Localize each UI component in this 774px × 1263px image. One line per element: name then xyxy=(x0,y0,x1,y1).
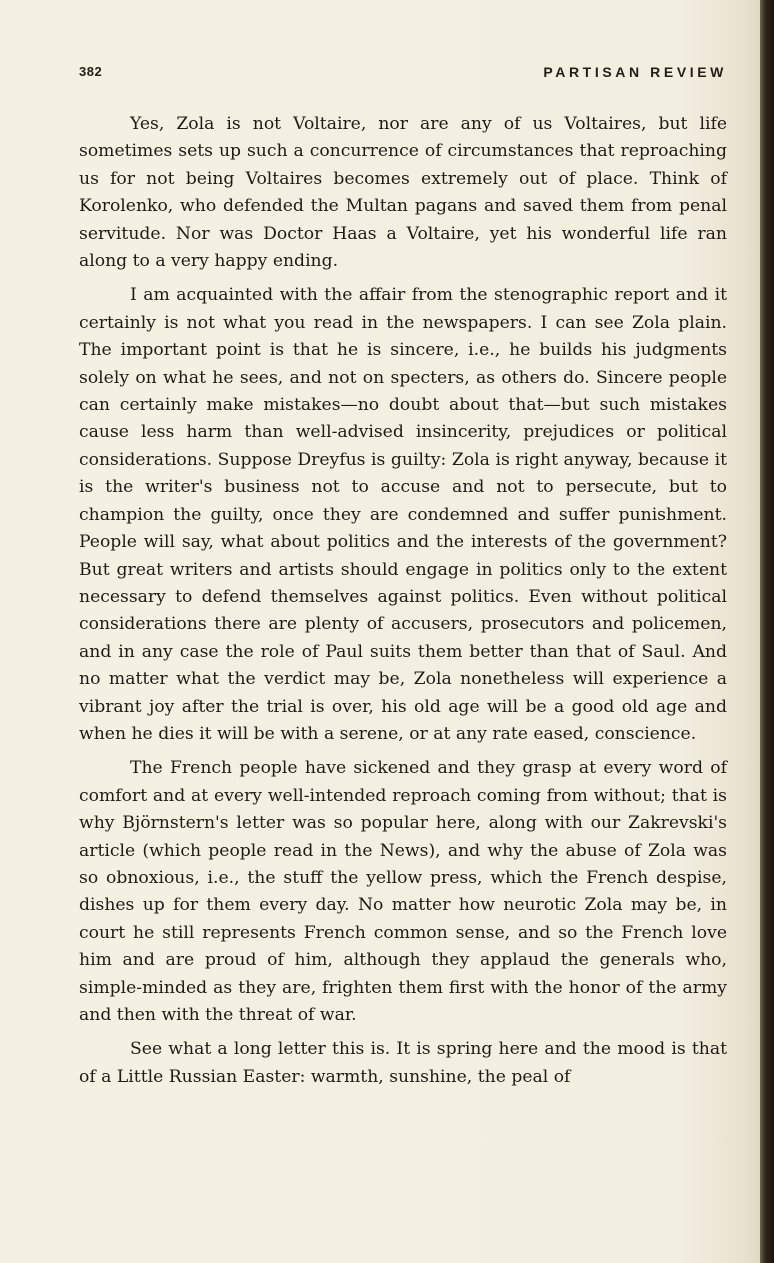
paragraph: See what a long letter this is. It is spring here and the mood is that of a Little Russian Easter: warmth, sunshine, the peal of xyxy=(79,1039,727,1087)
page-number: 382 xyxy=(79,64,103,79)
paragraph: I am acquainted with the affair from the stenographic report and it certainly is not what you read in the newspapers. I can see Zola plain. The important point is that he is sincere, i.e., he builds his judgments solely on what he sees, and not on specters, as others do. Sincere people can certainly make mistakes—no doubt about that—but such mistakes cause less harm than well-advised insincerity, prejudices or political considerations. Suppose Dreyfus is guilty: Zola is right anyway, because it is the writer's business not to accuse and not to persecute, but to champion the guilty, once they are condemned and suffer punishment. People will say, what about politics and the interests of the government? But great writers and artists should engage in politics only to the extent necessary to defend themselves against politics. Even without political considerations there are plenty of accusers, prosecutors and policemen, and in any case the role of Paul suits them better than that of Saul. And no matter what the verdict may be, Zola nonetheless will experience a vibrant joy after the trial is over, his old age will be a good old age and when he dies it will be with a serene, or at any rate eased, conscience. xyxy=(79,285,727,744)
paragraph: Yes, Zola is not Voltaire, nor are any of us Voltaires, but life sometimes sets up such a concurrence of circumstances that reproaching us for not being Voltaires becomes extremely out of place. Think of Korolenko, who defended the Multan pagans and saved them from penal servitude. Nor was Doctor Haas a Voltaire, yet his wonderful life ran along to a very happy ending. xyxy=(79,114,727,272)
book-spine-shadow xyxy=(760,0,774,1263)
journal-title: PARTISAN REVIEW xyxy=(543,64,727,80)
running-head xyxy=(79,64,727,88)
body-text xyxy=(79,111,727,1098)
paragraph: The French people have sickened and they grasp at every word of comfort and at every well-intended reproach coming from without; that is why Björnstern's letter was so popular here, along with our Zakrevski's article (which people read in the News), and why the abuse of Zola was so obnoxious, i.e., the stuff the yellow press, which the French despise, dishes up for them every day. No matter how neurotic Zola may be, in court he still represents French common sense, and so the French love him and are proud of him, although they applaud the generals who, simple-minded as they are, frighten them first with the honor of the army and then with the threat of war. xyxy=(79,758,727,1025)
